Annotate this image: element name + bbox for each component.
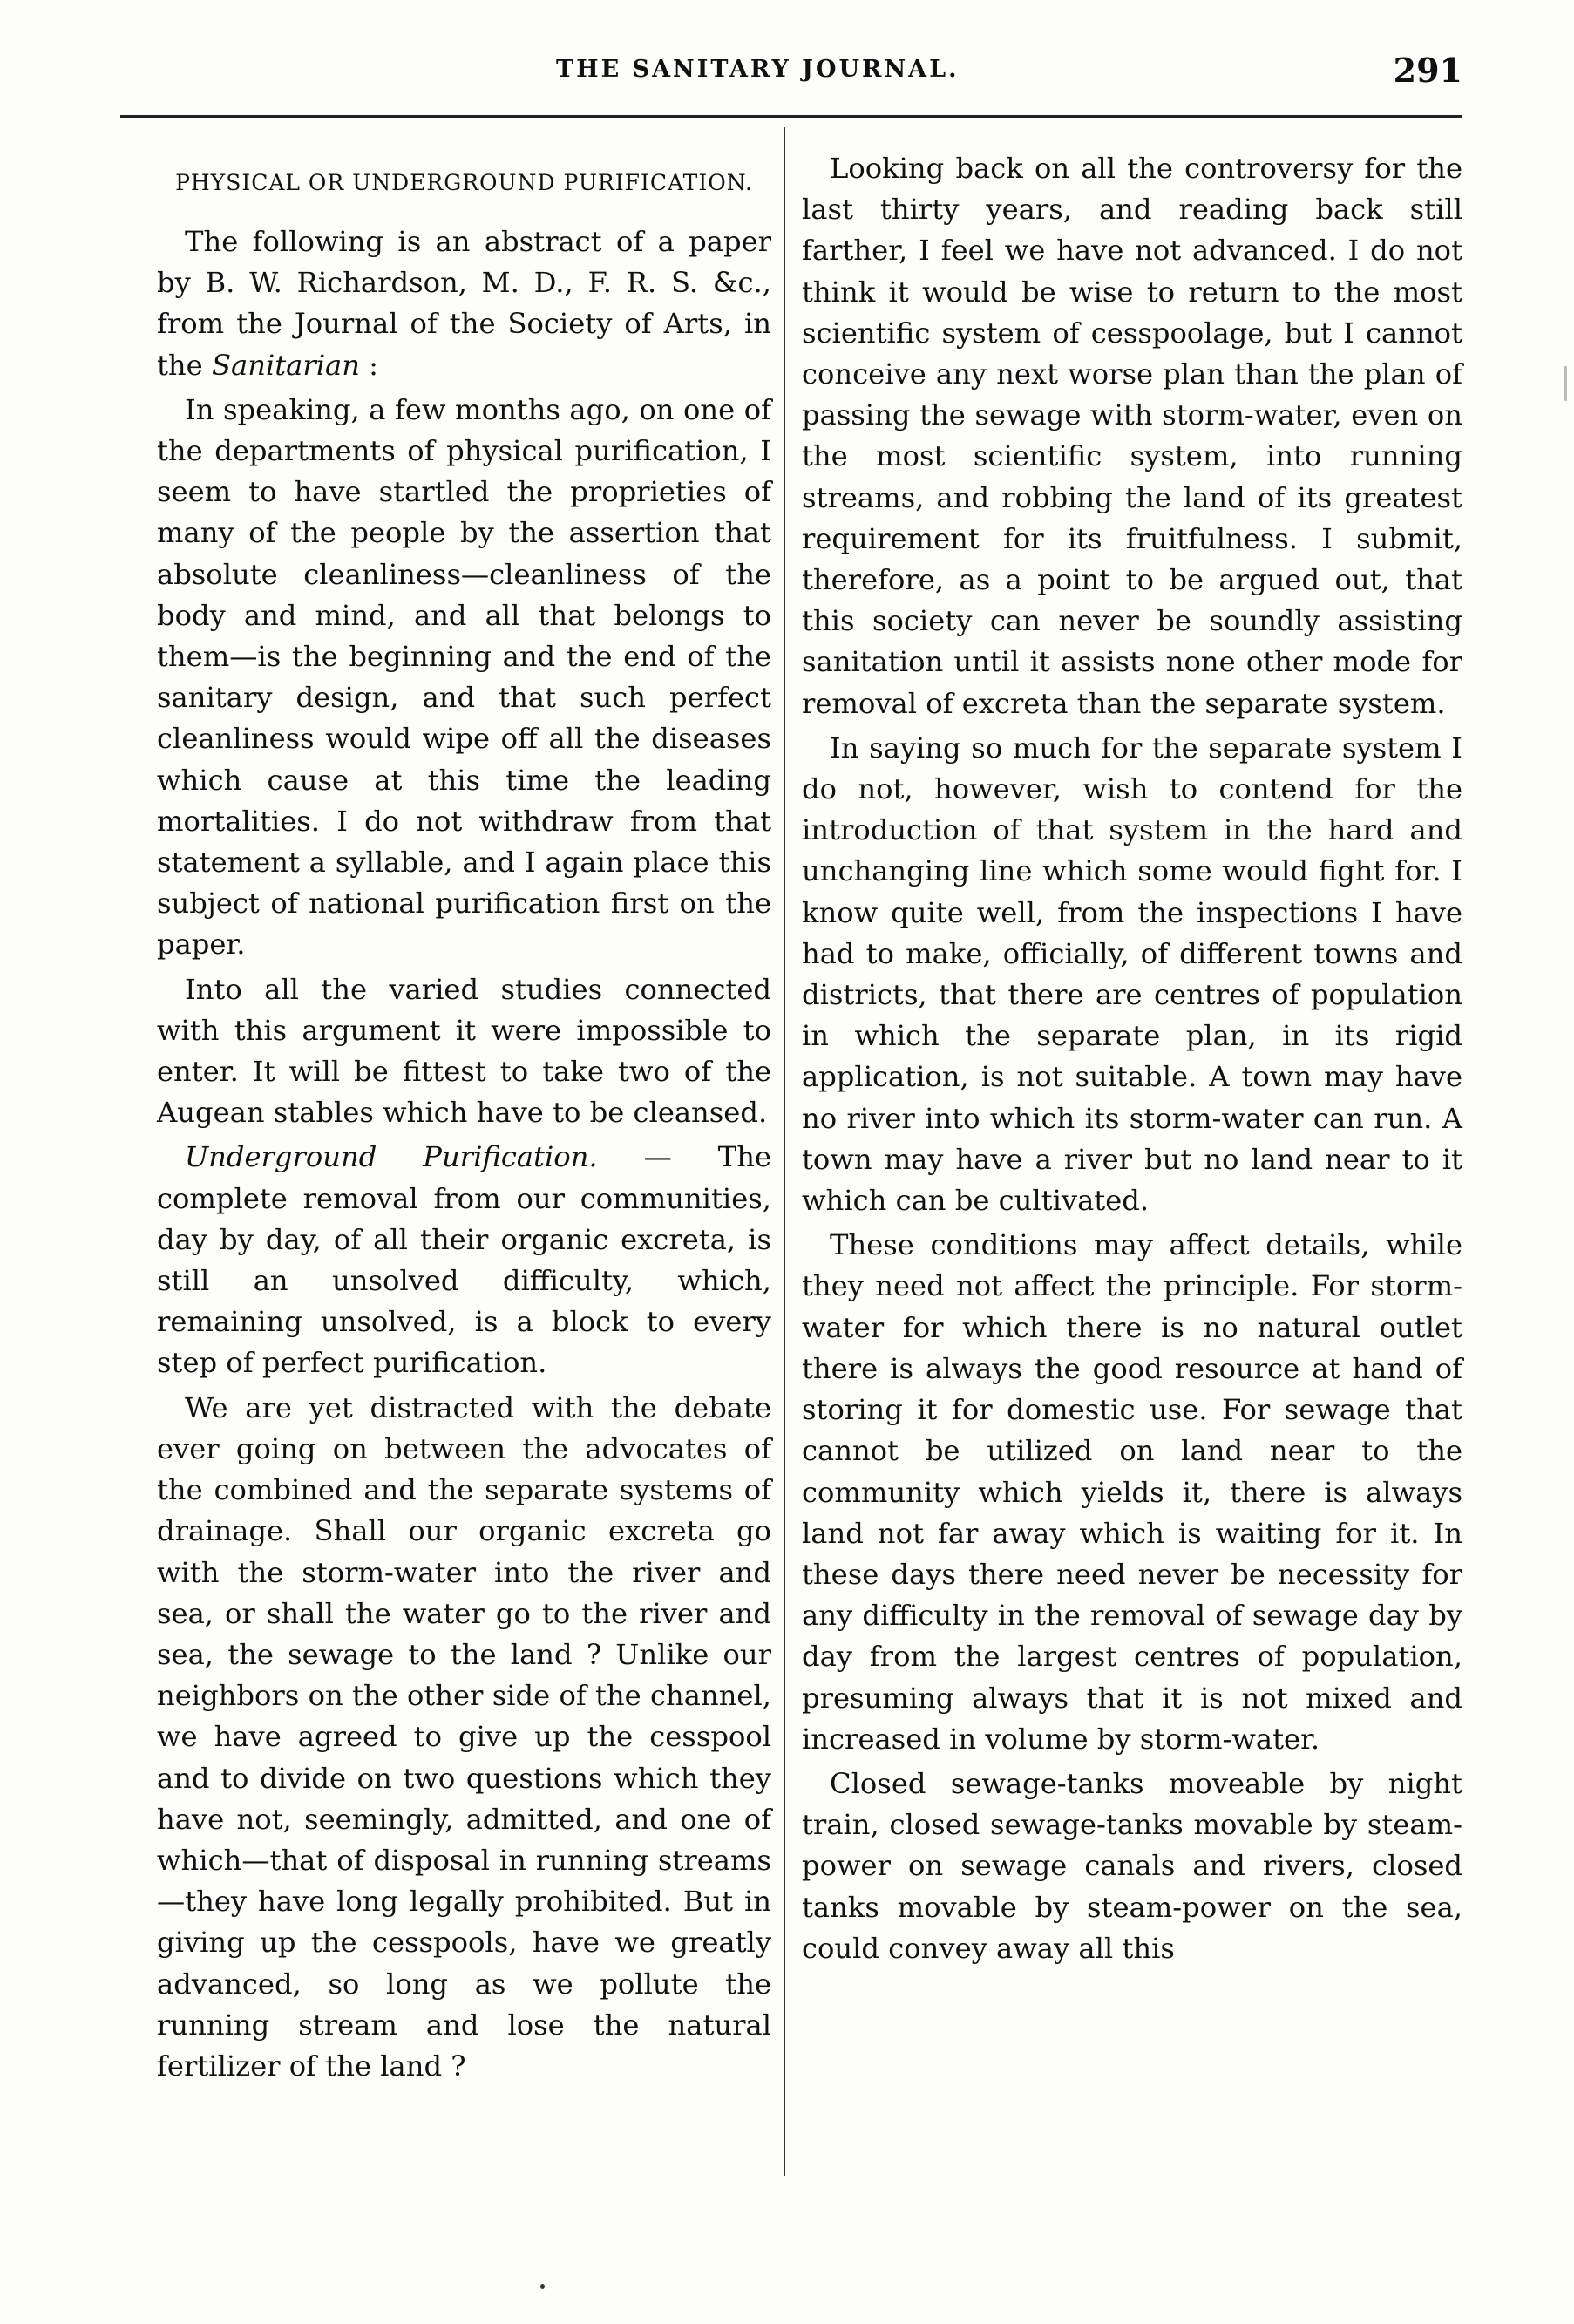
journal-title: THE SANITARY JOURNAL. (556, 56, 960, 83)
intro-end: : (359, 348, 379, 382)
paragraph-1: In speaking, a few months ago, on one of the departments of physical purification, I seem to have startled the proprieties of many of the people by the assertion that absolute cleanliness—cleanliness of the body and mind, and all that belongs to them—is the beginning and the end of the sanitary design, and that such perfect cleanliness would wipe off all the diseases which cause at this time the leading mortalities. I do not withdraw from that statement a syllable, and I again place this subject of national purification first on the paper. (157, 392, 771, 962)
section-subhead: Underground Purification. (185, 1140, 598, 1174)
paragraph-8: Closed sewage-tanks moveable by night train, closed sewage-tanks movable by steam-power on sewage canals and rivers, closed tanks movable by steam-power on the sea, could convey away all this (802, 1766, 1462, 1965)
paragraph-3 (157, 1137, 771, 1383)
paragraph-7: These conditions may affect details, while they need not affect the principle. For storm-water for which there is no natural outlet there is always the good resource at hand of storing it for domestic use. For sewage that cannot be utilized on land near to the community which yields it, there is always land not far away which is waiting for it. In these days there need never be necessity for any difficulty in the removal of sewage day by day from the largest centres of population, presuming always that it is not mixed and increased in volume by storm-water. (802, 1228, 1462, 1756)
intro-paragraph (157, 221, 771, 386)
ink-speck (540, 2284, 545, 2289)
paragraph-3-text: — The complete removal from our communities, day by day, of all their organic excreta, is still an unsolved difficulty, which, remaining unsolved, is a block to every step of perfect purification. (157, 1140, 771, 1380)
paragraph-5: Looking back on all the controversy for the last thirty years, and reading back still farther, I feel we have not advanced. I do not think it would be wise to return to the most scientific system of cesspoolage, but I cannot conceive any next worse plan than the plan of passing the sewage with storm-water, even on the most scientific system, into running streams, and robbing the land of its greatest requirement for its fruitfulness. I submit, therefore, as a point to be argued out, that this society can never be soundly assisting sanitation until it assists none other mode for removal of excreta than the separate system. (802, 152, 1462, 720)
article-title: PHYSICAL OR UNDERGROUND PURIFICATION. (175, 170, 753, 195)
right-column (802, 148, 1462, 1969)
paragraph-4: We are yet distracted with the debate ever going on between the advocates of the combined and the separate systems of drainage. Shall our organic excreta go with the storm-water into the river and sea, or shall the water go to the river and sea, the sewage to the land ? Unlike our neighbors on the other side of the channel, we have agreed to give up the cesspool and to divide on two questions which they have not, seemingly, admitted, and one of which—that of disposal in running streams—they have long legally prohibited. But in giving up the cesspools, have we greatly advanced, so long as we pollute the running stream and lose the natural fertilizer of the land ? (157, 1390, 771, 2083)
header-rule (120, 115, 1462, 118)
paragraph-6: In saying so much for the separate system I do not, however, wish to contend for the introduction of that system in the hard and unchanging line which some would fight for. I know quite well, from the inspections I have had to make, officially, of different towns and districts, that there are centres of population in which the separate plan, in its rigid application, is not suitable. A town may have no river into which its storm-water can run. A town may have a river but no land near to it which can be cultivated. (802, 730, 1462, 1218)
ink-speck (1564, 366, 1567, 401)
left-column (157, 148, 771, 2087)
column-divider (784, 127, 785, 2176)
source-reference: Sanitarian (211, 348, 360, 382)
intro-text: The following is an abstract of a paper by B. W. Richardson, M. D., F. R. S. &c., from the Journal of the Society of Arts, in the (157, 225, 771, 382)
running-head (120, 51, 1462, 103)
page-number: 291 (1393, 51, 1462, 90)
paragraph-2: Into all the varied studies connected with this argument it were impossible to enter. It will be fittest to take two of the Augean stables which have to be cleansed. (157, 972, 771, 1130)
